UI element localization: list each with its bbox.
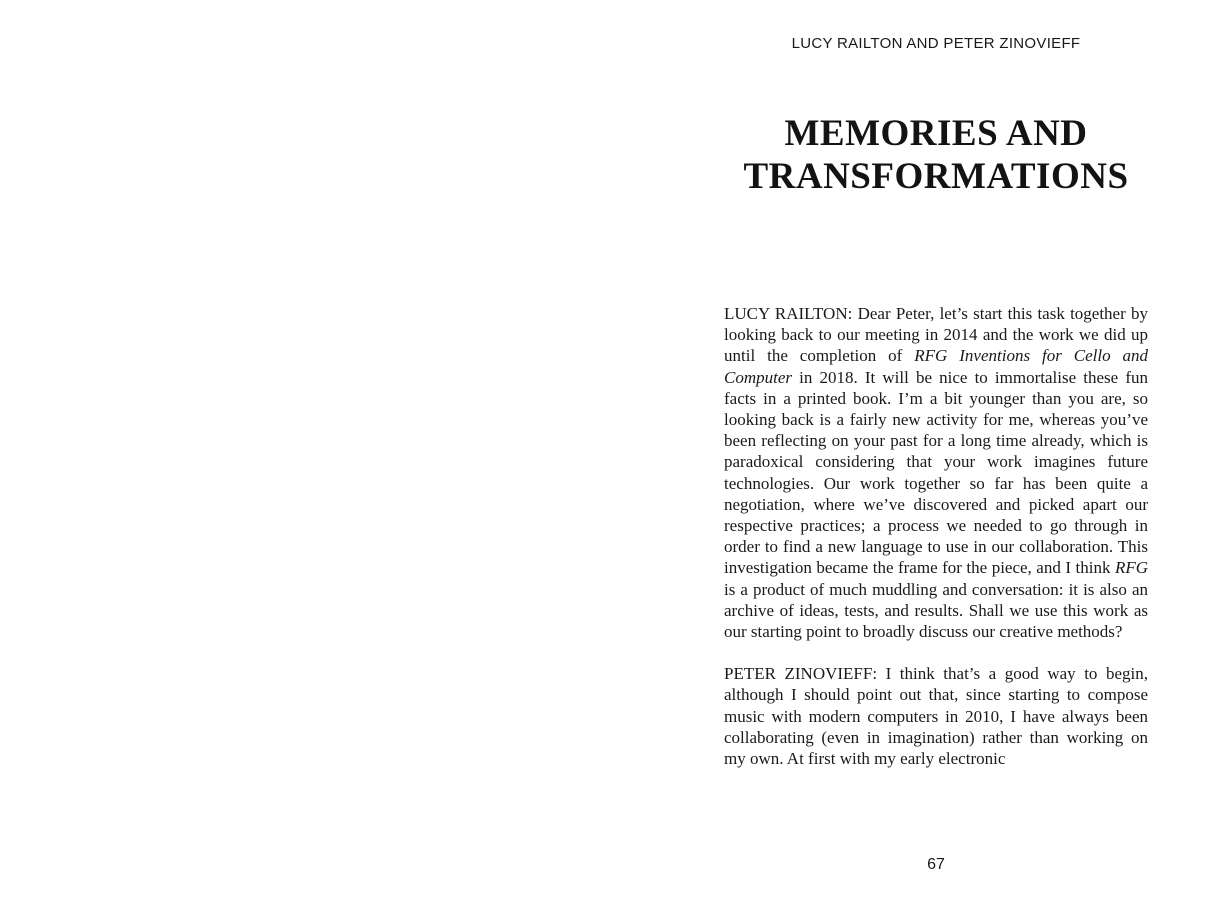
text-segment: PETER ZINOVIEFF: I think that’s a good way to begin, although I should point out that, since starting to compose music with modern computers in 2010, I have always been collaborating (even in imagination) rather than working on my own. At first with my early electronic [724,664,1148,769]
italic-text-segment: RFG Inventions for Cello and Computer [724,346,1148,387]
italic-text-segment: RFG [1114,558,1148,578]
running-header: LUCY RAILTON AND PETER ZINOVIEFF [791,35,1081,52]
body-paragraph [724,303,1148,642]
body-text [724,303,1148,769]
chapter-title [712,112,1160,198]
chapter-title-line-2: TRANSFORMATIONS [743,156,1129,197]
page-number: 67 [927,856,945,873]
text-segment: LUCY RAILTON: Dear Peter, let’s start this task together by looking back to our meeting in 2014 and the work we did up until the completion of [724,304,1148,366]
chapter-title-line-1: MEMORIES AND [784,113,1088,154]
body-paragraph [724,663,1148,769]
text-segment: is a product of much muddling and conversation: it is also an archive of ideas, tests, and results. Shall we use this work as our starting point to broadly discuss our creative methods? [724,579,1148,642]
text-segment: in 2018. It will be nice to immortalise these fun facts in a printed book. I’m a bit younger than you are, so looking back is a fairly new activity for me, whereas you’ve been reflecting on your past for a long time already, which is paradoxical considering that your work imagines future technologies. Our work together so far has been quite a negotiation, where we’ve discovered and picked apart our respective practices; a process we needed to go through in order to find a new language to use in our collaboration. This investigation became the frame for the piece, and I think [724,367,1148,578]
